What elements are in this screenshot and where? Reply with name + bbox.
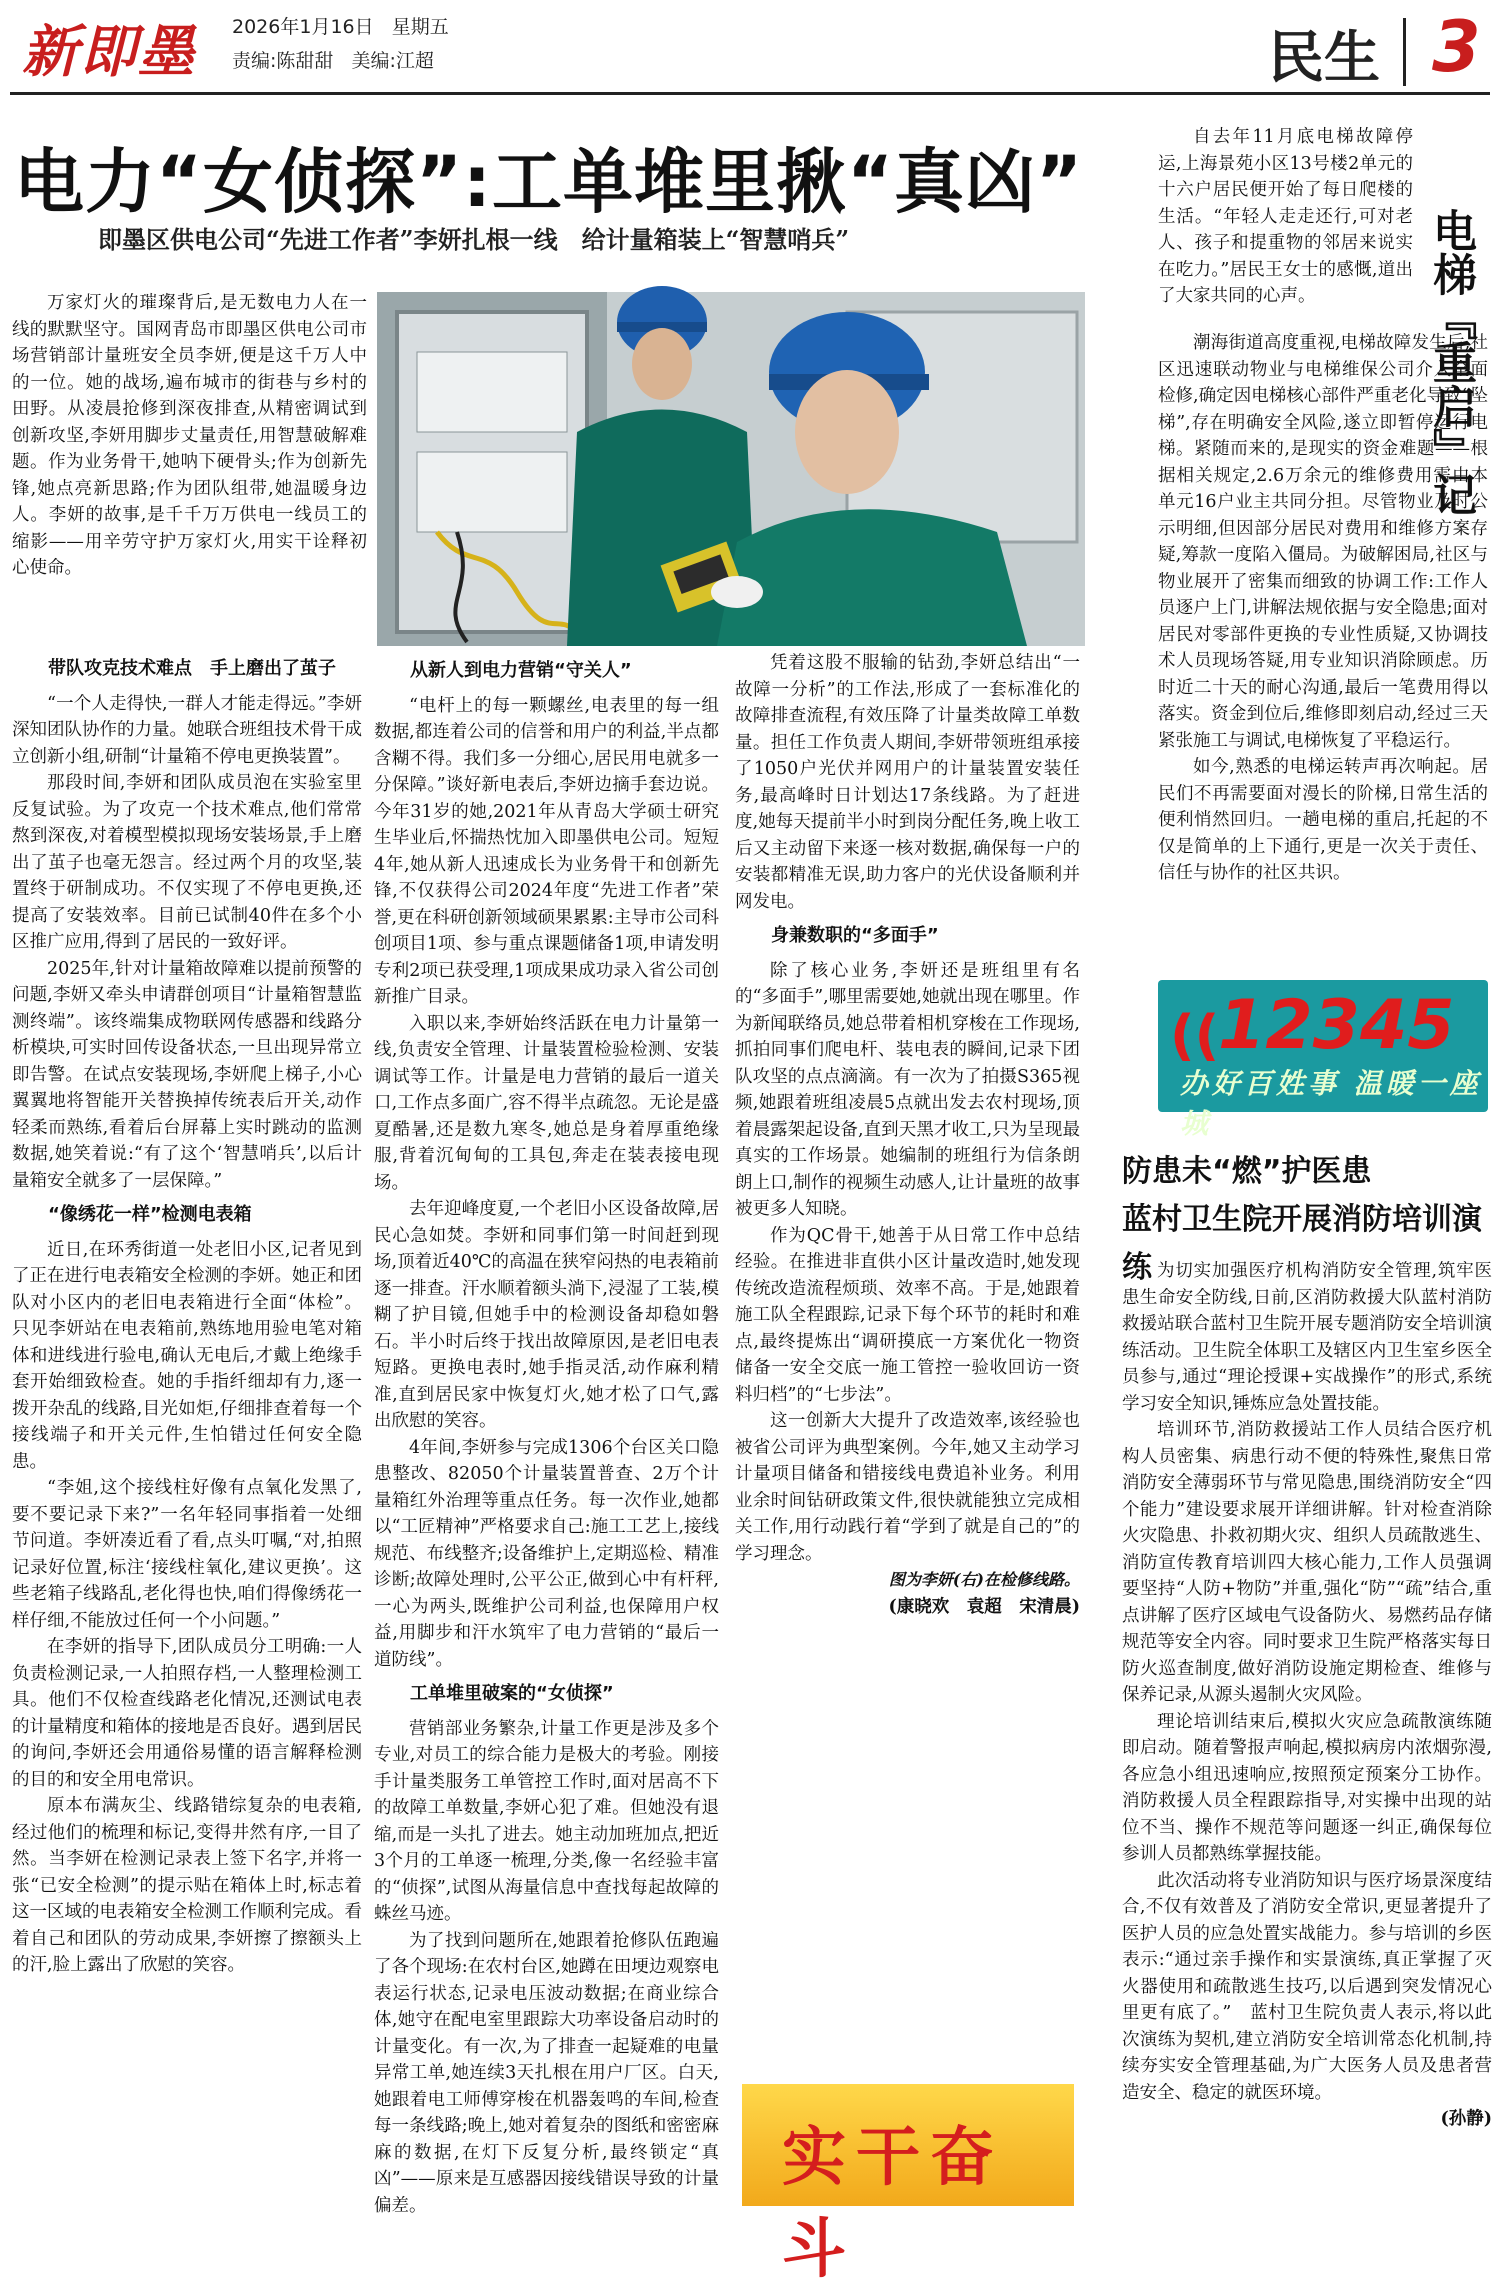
fire-story-body xyxy=(1122,1258,1492,2208)
editor-name: 责编:陈甜甜 xyxy=(232,50,334,72)
fire-paragraph: 此次活动将专业消防知识与医疗场景深度结合,不仅有效普及了消防安全常识,更显著提升了医护人员的应急处置实战能力。参与培训的乡医表示:“通过亲手操作和实景演练,真正掌握了灭火器使用和疏散逃生技巧,以后遇到突发情况心里更有底了。” 蓝村卫生院负责人表示,将以此次演练为契机,建立消防安全培训常态化机制,持续夯实安全管理基础,为广大医务人员及患者营造安全、稳定的就医环境。 xyxy=(1122,1870,1492,2103)
section-4-paragraph: 凭着这股不服输的钻劲,李妍总结出“一故障一分析”的工作法,形成了一套标准化的故障排查流程,有效压降了计量类故障工单数量。担任工作负责人期间,李妍带领班组承接了1050户光伏并网用户的计量装置安装任务,最高峰时日计划达17条线路。为了赶进度,她每天提前半小时到岗分配任务,晚上收工后又主动留下来逐一核对数据,确保每一户的安装都精准无误,助力客户的光伏设备顺利并网发电。 xyxy=(735,653,1080,912)
hotline-number: 12345 xyxy=(1218,986,1455,1065)
section-2-title: “像绣花一样”检测电表箱 xyxy=(48,1204,252,1225)
signal-icon: (( xyxy=(1170,1004,1220,1067)
fire-paragraph: 为切实加强医疗机构消防安全管理,筑牢医患生命安全防线,日前,区消防救援大队蓝村消防救援站联合蓝村卫生院开展专题消防安全培训演练活动。卫生院全体职工及辖区内卫生室乡医全员参与,通过“理论授课+实战操作”的形式,系统学习安全知识,锤炼应急处置技能。 xyxy=(1122,1261,1492,1414)
section-3-paragraph: 4年间,李妍参与完成1306个台区关口隐患整改、82050个计量装置普查、2万个计量箱红外治理等重点任务。每一次作业,她都以“工匠精神”严格要求自己:施工工艺上,接线规范、布线整齐;设备维护上,定期巡检、精准诊断;故障处理时,公平公正,做到心中有杆秤,一心为两头,既维护公司利益,也保障用户权益,用脚步和汗水筑牢了电力营销的“最后一道防线”。 xyxy=(374,1437,719,1670)
elevator-paragraph: 如今,熟悉的电梯运转声再次响起。居民们不再需要面对漫长的阶梯,日常生活的便利悄然回归。一趟电梯的重启,托起的不仅是简单的上下通行,更是一次关于责任、信任与协作的社区共识。 xyxy=(1158,757,1488,883)
dateline xyxy=(232,12,449,39)
section-1-paragraph: 那段时间,李妍和团队成员泡在实验室里反复试验。为了攻克一个技术难点,他们常常熬到深夜,对着模型模拟现场安装场景,手上磨出了茧子也毫无怨言。经过两个月的攻坚,装置终于研制成功。不仅实现了不停电更换,还提高了安装效率。目前已试制40件在多个小区推广应用,得到了居民的一致好评。 xyxy=(12,773,362,952)
section-4-title: 工单堆里破案的“女侦探” xyxy=(410,1683,614,1704)
shigan-banner xyxy=(742,2084,1074,2287)
lead-subhead: 即墨区供电公司“先进工作者”李妍扎根一线 给计量箱装上“智慧哨兵” xyxy=(98,225,850,254)
section-3-title: 从新人到电力营销“守关人” xyxy=(410,660,632,681)
issue-date: 2026年1月16日 xyxy=(232,16,374,38)
lead-intro: 万家灯火的璀璨背后,是无数电力人在一线的默默坚守。国网青岛市即墨区供电公司市场营销部计量班安全员李妍,便是这千万人中的一位。她的战场,遍布城市的街巷与乡村的田野。从凌晨抢修到深夜排查,从精密调试到创新攻坚,李妍用脚步丈量责任,用智慧破解难题。作为业务骨干,她呐下硬骨头;作为创新先锋,她点亮新思路;作为团队组带,她温暖身边人。李妍的故事,是千千万万供电一线员工的缩影——用辛劳守护万家灯火,用实干诠释初心使命。 xyxy=(12,293,367,578)
section-5-title: 身兼数职的“多面手” xyxy=(771,925,939,946)
fire-title-line-1: 防患未“燃”护医患 xyxy=(1122,1154,1372,1189)
elevator-story-body xyxy=(1158,330,1488,970)
fire-title-line-2: 蓝村卫生院开展消防培训演练 xyxy=(1122,1202,1482,1285)
section-2-paragraph: “李姐,这个接线柱好像有点氧化发黑了,要不要记录下来?”一名年轻同事指着一处细节问道。李妍凑近看了看,点头叮嘱,“对,拍照记录好位置,标注‘接线柱氧化,建议更换’。这些老箱子线路乱,老化得也快,咱们得像绣花一样仔细,不能放过任何一个小问题。” xyxy=(12,1478,362,1631)
elevator-paragraph: 潮海街道高度重视,电梯故障发生后,社区迅速联动物业与电梯维保公司介入全面检修,确定因电梯核心部件严重老化导致“坠梯”,存在明确安全风险,遂立即暂停运行电梯。紧随而来的,是现实的资金难题——根据相关规定,2.6万余元的维修费用需由本单元16户业主共同分担。尽管物业及时公示明细,但因部分居民对费用和维修方案存疑,筹款一度陷入僵局。为破解困局,社区与物业展开了密集而细致的协调工作:工作人员逐户上门,讲解法规依据与安全隐患;面对居民对零部件更换的专业性质疑,又协调技术人员现场答疑,用专业知识消除顾虑。历时近二十天的耐心沟通,最后一笔费用得以落实。资金到位后,维修即刻启动,经过三天紧张施工与调试,电梯恢复了平稳运行。 xyxy=(1158,333,1488,751)
section-1-title: 带队攻克技术难点 手上磨出了茧子 xyxy=(48,658,336,679)
photo-illustration xyxy=(377,292,1085,646)
designer-name: 美编:江超 xyxy=(351,50,434,72)
issue-weekday: 星期五 xyxy=(391,16,449,38)
masthead-divider xyxy=(1403,18,1406,86)
lead-headline: 电力“女侦探”:工单堆里揪“真凶” xyxy=(14,141,1084,223)
section-3-paragraph: 入职以来,李妍始终活跃在电力计量第一线,负责安全管理、计量装置检验检测、安装调试等工作。计量是电力营销的最后一道关口,工作点多面广,容不得半点疏忽。无论是盛夏酷暑,还是数九寒冬,她总是身着厚重绝缘服,背着沉甸甸的工具包,奔走在装表接电现场。 xyxy=(374,1013,719,1193)
lead-credit: (康晓欢 袁超 宋清晨) xyxy=(888,1596,1080,1617)
section-1-paragraph: 2025年,针对计量箱故障难以提前预警的问题,李妍又牵头申请群创项目“计量箱智慧监测终端”。该终端集成物联网传感器和线路分析模块,可实时回传设备状态,一旦出现异常立即告警。在试点安装现场,李妍爬上梯子,小心翼翼地将智能开关替换掉传统表后开关,动作轻柔而熟练,看着后台屏幕上实时跳动的监测数据,她笑着说:“有了这个‘智慧哨兵’,以后计量箱安全就多了一层保障。” xyxy=(12,958,362,1191)
column-3 xyxy=(735,650,1080,2075)
fire-credit-line xyxy=(1122,2106,1492,2133)
section-2-paragraph: 原本布满灰尘、线路错综复杂的电表箱,经过他们的梳理和标记,变得井然有序,一目了然。当李妍在检测记录表上签下名字,并将一张“已安全检测”的提示贴在箱体上时,标志着这一区域的电表箱安全检测工作顺利完成。看着自己和团队的劳动成果,李妍擦了擦额头上的汗,脸上露出了欣慰的笑容。 xyxy=(12,1796,362,1975)
credit-line xyxy=(735,1594,1080,1621)
photo-caption: 图为李妍(右)在检修线路。 xyxy=(888,1570,1080,1589)
section-2-paragraph: 近日,在环秀街道一处老旧小区,记者见到了正在进行电表箱安全检测的李妍。她正和团队对小区内的老旧电表箱进行全面“体检”。只见李妍站在电表箱前,熟练地用验电笔对箱体和进线进行验电,确认无电后,才戴上绝缘手套开始细致检查。她的手指纤细却有力,逐一拨开杂乱的线路,目光如炬,仔细排查着每一个接线端子和开关元件,生怕错过任何安全隐患。 xyxy=(12,1239,362,1472)
masthead-rule xyxy=(10,92,1490,95)
section-3-paragraph: 去年迎峰度夏,一个老旧小区设备故障,居民心急如焚。李妍和同事们第一时间赶到现场,顶着近40℃的高温在狭窄闷热的电表箱前逐一排查。汗水顺着额头淌下,浸湿了工装,模糊了护目镜,但她手中的检测设备却稳如磐石。半小时后终于找出故障原因,是老旧电表短路。更换电表时,她手指灵活,动作麻利精准,直到居民家中恢复灯火,她才松了口气,露出欣慰的笑容。 xyxy=(374,1199,719,1431)
fire-paragraph: 培训环节,消防救援站工作人员结合医疗机构人员密集、病患行动不便的特殊性,聚焦日常消防安全薄弱环节与常见隐患,围绕消防安全“四个能力”建设要求展开详细讲解。针对检查消除火灾隐患、扑救初期火灾、组织人员疏散逃生、消防宣传教育培训四大核心能力,工作人员强调要坚持“人防+物防”并重,强化“防”“疏”结合,重点讲解了医疗区域电气设备防火、易燃药品存储规范等安全内容。同时要求卫生院严格落实每日防火巡查制度,做好消防设施定期检查、维修与保养记录,从源头遏制火灾风险。 xyxy=(1122,1420,1492,1705)
fire-paragraph: 理论培训结束后,模拟火灾应急疏散演练随即启动。随着警报声响起,模拟病房内浓烟弥漫,各应急小组迅速响应,按照预定预案分工协作。消防救援人员全程跟踪指导,对实操中出现的站位不当、操作不规范等问题逐一纠正,确保每位参训人员都熟练掌握技能。 xyxy=(1122,1711,1492,1864)
section-title: 民生 xyxy=(1268,26,1380,91)
section-4-paragraph: 为了找到问题所在,她跟着抢修队伍跑遍了各个现场:在农村台区,她蹲在田埂边观察电表运行状态,记录电压波动数据;在商业综合体,她守在配电室里跟踪大功率设备启动时的计量变化。有一次,为了排查一起疑难的电量异常工单,她连续3天扎根在用户厂区。白天,她跟着电工师傅穿梭在机器轰鸣的车间,检查每一条线路;晚上,她对着复杂的图纸和密密麻麻的数据,在灯下反复分析,最终锁定“真凶”——原来是互感器因接线错误导致的计量偏差。 xyxy=(374,1930,719,2216)
hotline-banner xyxy=(1158,980,1488,1140)
photo-caption-line xyxy=(735,1567,1080,1594)
page-number: 3 xyxy=(1432,6,1481,88)
newspaper-logo: 新即墨 xyxy=(22,19,196,85)
column-1-lower xyxy=(12,648,362,2213)
shigan-banner-text: 实干奋斗 xyxy=(782,2121,1004,2287)
section-5-paragraph: 作为QC骨干,她善于从日常工作中总结经验。在推进非直供小区计量改造时,她发现传统改造流程烦琐、效率不高。于是,她跟着施工队全程跟踪,记录下每个环节的耗时和难点,最终提炼出“调研摸底一方案优化一物资储备一安全交底一施工管控一验收回访一资料归档”的“七步法”。 xyxy=(735,1225,1080,1405)
section-5-paragraph: 除了核心业务,李妍还是班组里有名的“多面手”,哪里需要她,她就出现在哪里。作为新闻联络员,她总带着相机穿梭在工作现场,抓拍同事们爬电杆、装电表的瞬间,记录下团队攻坚的点点滴滴。有一次为了拍摄S365视频,她跟着班组凌晨5点就出发去农村现场,顶着晨露架起设备,直到天黑才收工,只为呈现最真实的工作场景。她编制的班组行为信条朗朗上口,制作的视频生动感人,让计量班的故事被更多人知晓。 xyxy=(735,960,1080,1219)
section-4-paragraph: 营销部业务繁杂,计量工作更是涉及多个专业,对员工的综合能力是极大的考验。刚接手计量类服务工单管控工作时,面对居高不下的故障工单数量,李妍心犯了难。但她没有退缩,而是一头扎了进去。她主动加班加点,把近3个月的工单逐一梳理,分类,像一名经验丰富的“侦探”,试图从海量信息中查找每起故障的蛛丝马迹。 xyxy=(374,1718,719,1924)
elevator-title-text: 电梯『重启』记 xyxy=(1425,208,1476,516)
section-1-paragraph: “一个人走得快,一群人才能走得远。”李妍深知团队协作的力量。她联合班组技术骨干成立创新小组,研制“计量箱不停电更换装置”。 xyxy=(12,693,362,767)
fire-credit: (孙静) xyxy=(1440,2109,1492,2129)
hotline-slogan: 办好百姓事 温暖一座城 xyxy=(1180,1067,1482,1140)
editor-credits xyxy=(232,46,434,73)
section-5-paragraph: 这一创新大大提升了改造效率,该经验也被省公司评为典型案例。今年,她又主动学习计量项目储备和错接线电费追补业务。利用业余时间钻研政策文件,很快就能独立完成相关工作,用行动践行着“学到了就是自己的”的学习理念。 xyxy=(735,1411,1080,1564)
lead-photo xyxy=(377,292,1085,646)
section-3-paragraph: “电杆上的每一颗螺丝,电表里的每一组数据,都连着公司的信誉和用户的利益,半点都含糊不得。我们多一分细心,居民用电就多一分保障。”谈好新电表后,李妍边摘手套边说。今年31岁的她,2021年从青岛大学硕士研究生毕业后,怀揣热忱加入即墨供电公司。短短4年,她从新人迅速成长为业务骨干和创新先锋,不仅获得公司2024年度“先进工作者”荣誉,更在科研创新领域硕果累累:主导市公司科创项目1项、参与重点课题储备1项,申请发明专利2项已获受理,1项成果成功录入省公司创新推广目录。 xyxy=(374,695,719,1007)
section-2-paragraph: 在李妍的指导下,团队成员分工明确:一人负责检测记录,一人拍照存档,一人整理检测工具。他们不仅检查线路老化情况,还测试电表的计量精度和箱体的接地是否良好。遇到居民的询问,李妍还会用通俗易懂的语言解释检测的目的和安全用电常识。 xyxy=(12,1637,362,1790)
elevator-paragraph: 自去年11月底电梯故障停运,上海景苑小区13号楼2单元的十六户居民便开始了每日爬楼的生活。“年轻人走走还行,可对老人、孩子和提重物的邻居来说实在吃力。”居民王女士的感慨,道出了大家共同的心声。 xyxy=(1158,127,1413,306)
column-2 xyxy=(374,650,719,2216)
